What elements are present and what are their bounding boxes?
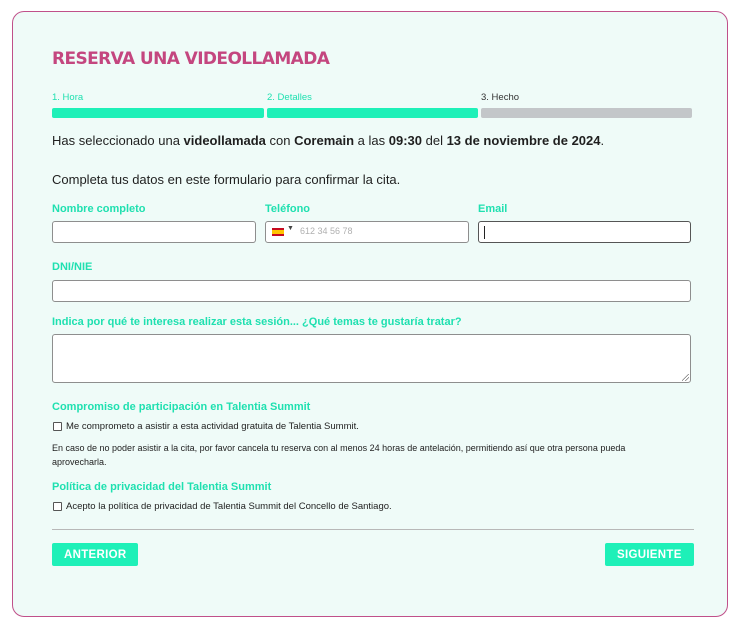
email-input[interactable]	[478, 221, 691, 243]
summary-text: con	[265, 133, 295, 148]
booking-card	[12, 11, 728, 617]
step-label: 3. Hecho	[481, 92, 520, 103]
commitment-heading: Compromiso de participación en Talentia Summit	[52, 401, 311, 413]
back-button[interactable]: ANTERIOR	[52, 543, 138, 566]
summary-text: Has seleccionado una	[52, 133, 184, 148]
step-detalles	[267, 92, 478, 120]
email-label: Email	[478, 203, 508, 215]
dni-label: DNI/NIE	[52, 261, 93, 273]
reason-label: Indica por qué te interesa realizar esta sesión... ¿Qué temas te gustaría tratar?	[52, 316, 462, 328]
resize-handle-icon[interactable]	[682, 374, 689, 381]
summary-time: 09:30	[388, 133, 422, 148]
next-button[interactable]: SIGUIENTE	[605, 543, 694, 566]
form-intro: Completa tus datos en este formulario para confirmar la cita.	[52, 172, 401, 187]
spain-flag-icon[interactable]	[272, 228, 284, 236]
commitment-checkbox-label[interactable]: Me comprometo a asistir a esta actividad gratuita de Talentia Summit.	[66, 421, 359, 432]
page-title: RESERVA UNA VIDEOLLAMADA	[52, 49, 330, 69]
commitment-checkbox-row[interactable]	[53, 421, 359, 432]
phone-input[interactable]	[265, 221, 469, 243]
progress-steps	[52, 92, 692, 120]
privacy-checkbox[interactable]	[53, 502, 62, 511]
summary-text: a las	[354, 133, 389, 148]
step-label: 1. Hora	[52, 92, 84, 103]
reason-textarea[interactable]	[52, 334, 691, 383]
reason-field	[52, 334, 691, 383]
commitment-checkbox[interactable]	[53, 422, 62, 431]
cancellation-note: En caso de no poder asistir a la cita, por favor cancela tu reserva con al menos 24 horas de antelación, permitiendo así que otra persona pueda aprovecharla.	[52, 443, 626, 467]
phone-label: Teléfono	[265, 203, 311, 215]
privacy-heading: Política de privacidad del Talentia Summit	[52, 481, 272, 493]
summary-type: videollamada	[183, 133, 266, 148]
step-bar	[267, 108, 478, 118]
name-input[interactable]	[52, 221, 256, 243]
step-hecho	[481, 92, 692, 120]
phone-placeholder: 612 34 56 78	[300, 226, 353, 236]
summary-provider: Coremain	[294, 133, 355, 148]
dni-input[interactable]	[52, 280, 691, 302]
step-hora	[52, 92, 264, 120]
name-label: Nombre completo	[52, 203, 146, 215]
text-cursor	[484, 226, 485, 239]
divider	[52, 529, 694, 530]
step-bar	[481, 108, 692, 118]
privacy-checkbox-row[interactable]	[53, 501, 392, 512]
step-bar	[52, 108, 264, 118]
chevron-down-icon[interactable]: ▼	[287, 225, 294, 232]
step-label: 2. Detalles	[267, 92, 312, 103]
summary-date: 13 de noviembre de 2024	[446, 133, 601, 148]
booking-summary	[52, 133, 604, 148]
privacy-checkbox-label[interactable]: Acepto la política de privacidad de Talentia Summit del Concello de Santiago.	[66, 501, 392, 512]
summary-text: del	[422, 133, 447, 148]
summary-text: .	[600, 133, 605, 148]
